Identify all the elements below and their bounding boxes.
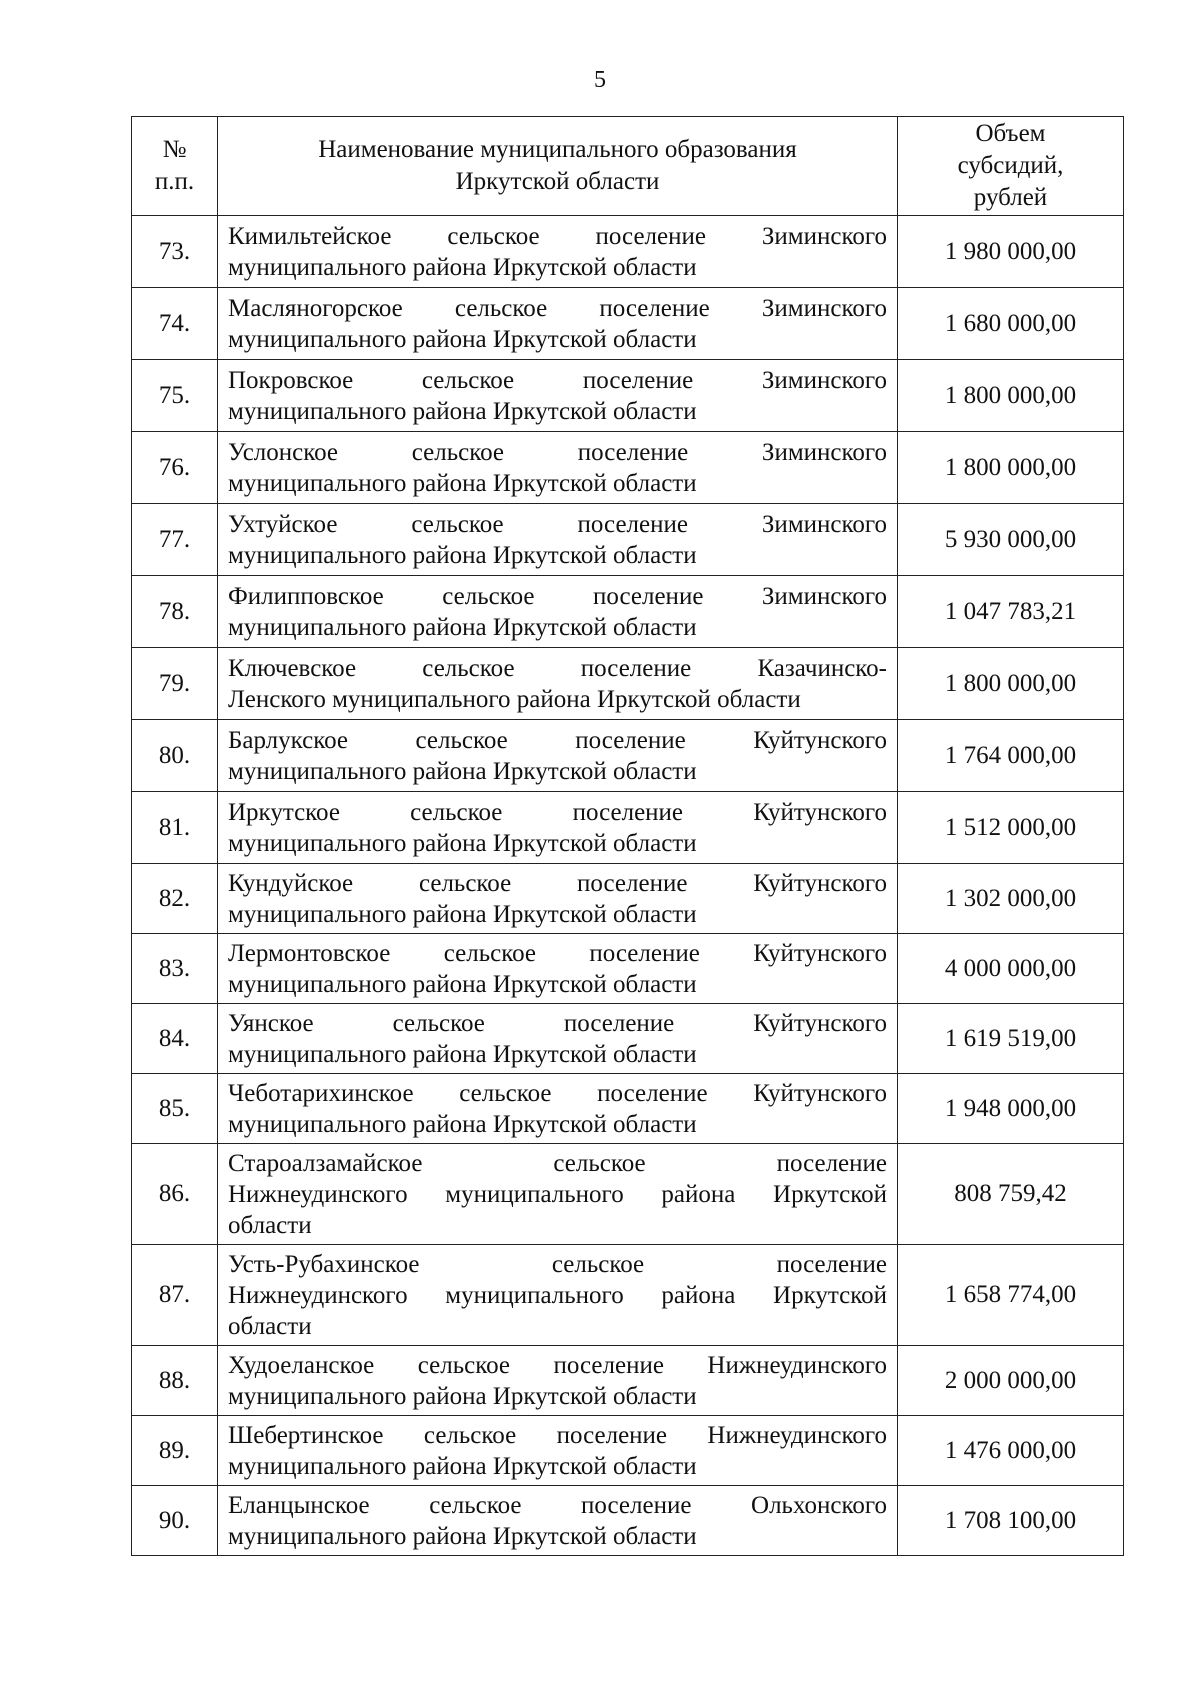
- subsidy-amount: 1 800 000,00: [898, 432, 1124, 504]
- municipality-name: [218, 432, 898, 504]
- municipality-name-line: Барлукское сельское поселение Куйтунского: [228, 727, 887, 754]
- municipality-name-line: Худоеланское сельское поселение Нижнеудинского: [228, 1352, 887, 1379]
- subsidy-amount: 1 047 783,21: [898, 576, 1124, 648]
- municipality-name-line: Покровское сельское поселение Зиминского: [228, 367, 887, 394]
- municipality-name-line: муниципального района Иркутской области: [228, 830, 697, 857]
- row-number: 90.: [132, 1486, 218, 1556]
- table-row: [132, 576, 1124, 648]
- municipality-name: [218, 1346, 898, 1416]
- table-row: [132, 1416, 1124, 1486]
- municipality-name-line: области: [228, 1212, 312, 1239]
- municipality-name-line: Усть-Рубахинское сельское поселение: [228, 1251, 887, 1278]
- municipality-name-line: Еланцынское сельское поселение Ольхонского: [228, 1492, 887, 1519]
- municipality-name-line: Уянское сельское поселение Куйтунского: [228, 1010, 887, 1037]
- row-number: 84.: [132, 1004, 218, 1074]
- table-row: [132, 792, 1124, 864]
- subsidy-amount: 1 980 000,00: [898, 216, 1124, 288]
- municipality-name: [218, 504, 898, 576]
- municipality-name-line: муниципального района Иркутской области: [228, 1523, 697, 1550]
- row-number: 80.: [132, 720, 218, 792]
- municipality-name-line: Нижнеудинского муниципального района Иркутской: [228, 1181, 887, 1208]
- municipality-name: [218, 360, 898, 432]
- municipality-name: [218, 720, 898, 792]
- subsidy-amount: 1 476 000,00: [898, 1416, 1124, 1486]
- subsidy-amount: 1 764 000,00: [898, 720, 1124, 792]
- table-row: [132, 288, 1124, 360]
- subsidy-amount: 1 708 100,00: [898, 1486, 1124, 1556]
- subsidy-amount: 1 619 519,00: [898, 1004, 1124, 1074]
- subsidy-amount: 1 800 000,00: [898, 360, 1124, 432]
- row-number: 87.: [132, 1245, 218, 1346]
- header-number-line: п.п.: [154, 168, 195, 195]
- subsidy-amount: 1 800 000,00: [898, 648, 1124, 720]
- row-number: 85.: [132, 1074, 218, 1144]
- header-name: [218, 117, 898, 216]
- municipality-name-line: Нижнеудинского муниципального района Иркутской: [228, 1282, 887, 1309]
- municipality-name-line: Ключевское сельское поселение Казачинско-: [228, 655, 887, 682]
- municipality-name-line: муниципального района Иркутской области: [228, 398, 697, 425]
- table-header-row: [132, 117, 1124, 216]
- table-row: [132, 1144, 1124, 1245]
- municipality-name-line: Кимильтейское сельское поселение Зиминского: [228, 223, 887, 250]
- subsidy-amount: 4 000 000,00: [898, 934, 1124, 1004]
- municipality-name-line: Староалзамайское сельское поселение: [228, 1150, 887, 1177]
- municipality-name: [218, 934, 898, 1004]
- municipality-name: [218, 648, 898, 720]
- municipality-name-line: Шебертинское сельское поселение Нижнеудинского: [228, 1422, 887, 1449]
- row-number: 74.: [132, 288, 218, 360]
- subsidy-amount: 5 930 000,00: [898, 504, 1124, 576]
- header-amount: [898, 117, 1124, 216]
- table-row: [132, 1074, 1124, 1144]
- municipality-name-line: муниципального района Иркутской области: [228, 1453, 697, 1480]
- table-row: [132, 1346, 1124, 1416]
- municipality-name-line: муниципального района Иркутской области: [228, 971, 697, 998]
- page-number: 5: [594, 67, 606, 93]
- municipality-name-line: Филипповское сельское поселение Зиминского: [228, 583, 887, 610]
- header-amount-line: рублей: [973, 184, 1048, 211]
- municipality-name-line: Масляногорское сельское поселение Зиминского: [228, 295, 887, 322]
- subsidy-amount: 2 000 000,00: [898, 1346, 1124, 1416]
- municipality-name-line: Услонское сельское поселение Зиминского: [228, 439, 887, 466]
- municipality-name-line: Кундуйское сельское поселение Куйтунского: [228, 870, 887, 897]
- row-number: 79.: [132, 648, 218, 720]
- row-number: 75.: [132, 360, 218, 432]
- table-row: [132, 934, 1124, 1004]
- municipality-name: [218, 1004, 898, 1074]
- municipality-name-line: области: [228, 1313, 312, 1340]
- municipality-name: [218, 1416, 898, 1486]
- header-number: [132, 117, 218, 216]
- municipality-name: [218, 1486, 898, 1556]
- municipality-name-line: муниципального района Иркутской области: [228, 614, 697, 641]
- header-number-line: №: [162, 136, 187, 163]
- row-number: 78.: [132, 576, 218, 648]
- municipality-name: [218, 1074, 898, 1144]
- municipality-name: [218, 576, 898, 648]
- row-number: 77.: [132, 504, 218, 576]
- municipality-name-line: Иркутское сельское поселение Куйтунского: [228, 799, 887, 826]
- municipality-name-line: Ленского муниципального района Иркутской области: [228, 686, 801, 713]
- row-number: 82.: [132, 864, 218, 934]
- subsidy-amount: 1 948 000,00: [898, 1074, 1124, 1144]
- municipality-name: [218, 288, 898, 360]
- header-name-line: Наименование муниципального образования: [318, 136, 797, 163]
- municipality-name: [218, 1245, 898, 1346]
- subsidies-table: [131, 116, 1124, 1556]
- row-number: 83.: [132, 934, 218, 1004]
- municipality-name-line: муниципального района Иркутской области: [228, 1383, 697, 1410]
- table-row: [132, 216, 1124, 288]
- municipality-name-line: Ухтуйское сельское поселение Зиминского: [228, 511, 887, 538]
- header-name-line: Иркутской области: [455, 168, 660, 195]
- row-number: 86.: [132, 1144, 218, 1245]
- municipality-name-line: муниципального района Иркутской области: [228, 542, 697, 569]
- municipality-name-line: муниципального района Иркутской области: [228, 1111, 697, 1138]
- municipality-name: [218, 792, 898, 864]
- municipality-name-line: муниципального района Иркутской области: [228, 326, 697, 353]
- subsidy-amount: 808 759,42: [898, 1144, 1124, 1245]
- subsidy-amount: 1 658 774,00: [898, 1245, 1124, 1346]
- municipality-name-line: муниципального района Иркутской области: [228, 1041, 697, 1068]
- subsidy-amount: 1 302 000,00: [898, 864, 1124, 934]
- table-row: [132, 432, 1124, 504]
- table-row: [132, 1245, 1124, 1346]
- header-amount-line: Объем: [975, 120, 1046, 147]
- row-number: 76.: [132, 432, 218, 504]
- row-number: 88.: [132, 1346, 218, 1416]
- subsidy-amount: 1 512 000,00: [898, 792, 1124, 864]
- municipality-name-line: муниципального района Иркутской области: [228, 470, 697, 497]
- header-amount-line: субсидий,: [957, 152, 1064, 179]
- table-row: [132, 1486, 1124, 1556]
- municipality-name: [218, 864, 898, 934]
- municipality-name-line: муниципального района Иркутской области: [228, 254, 697, 281]
- table-row: [132, 1004, 1124, 1074]
- municipality-name: [218, 1144, 898, 1245]
- row-number: 81.: [132, 792, 218, 864]
- table-row: [132, 504, 1124, 576]
- municipality-name-line: муниципального района Иркутской области: [228, 901, 697, 928]
- table-row: [132, 720, 1124, 792]
- municipality-name-line: Чеботарихинское сельское поселение Куйтунского: [228, 1080, 887, 1107]
- table-body: [132, 216, 1124, 1556]
- municipality-name: [218, 216, 898, 288]
- row-number: 73.: [132, 216, 218, 288]
- table-row: [132, 864, 1124, 934]
- table-row: [132, 360, 1124, 432]
- row-number: 89.: [132, 1416, 218, 1486]
- municipality-name-line: Лермонтовское сельское поселение Куйтунского: [228, 940, 887, 967]
- municipality-name-line: муниципального района Иркутской области: [228, 758, 697, 785]
- table-row: [132, 648, 1124, 720]
- subsidy-amount: 1 680 000,00: [898, 288, 1124, 360]
